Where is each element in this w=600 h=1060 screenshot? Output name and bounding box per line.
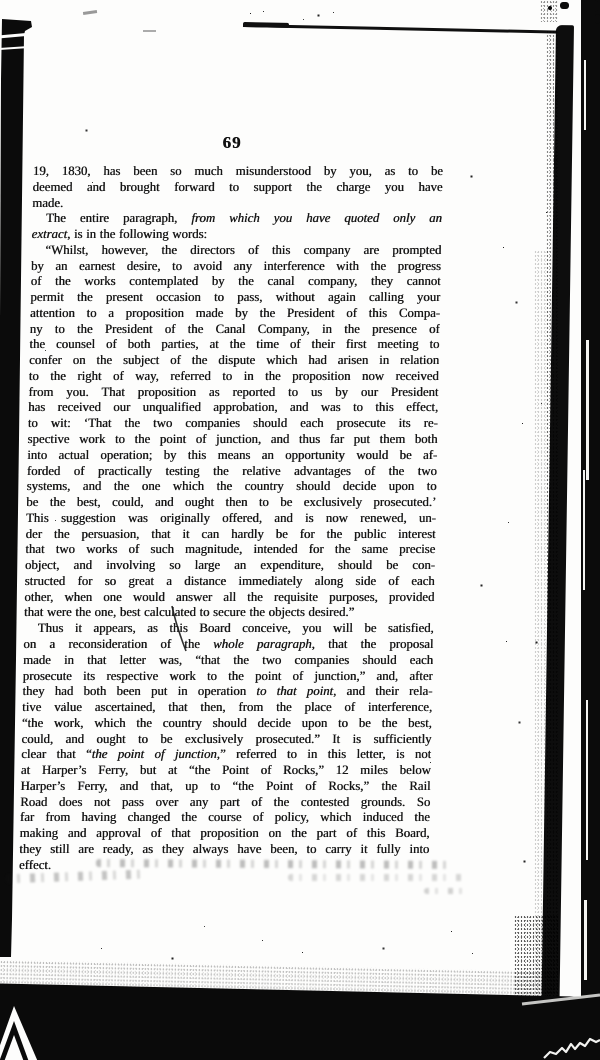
text-segment: other, when one would answer all the requisite purposes, provided [24, 589, 435, 604]
text-segment: they still are ready, as they always have been, to carry it fully into [19, 841, 430, 856]
spine-gap [573, 0, 581, 1012]
text-segment: der the persuasion, that it can hardly be for the public interest [25, 526, 436, 541]
text-segment: they had both been put in operation [22, 684, 257, 699]
text-segment: , that the proposal [311, 636, 434, 651]
text-line [28, 416, 438, 432]
text-line [32, 180, 442, 196]
text-line [32, 196, 442, 212]
top-page-edge-line [243, 24, 559, 34]
ink-speckles [0, 0, 1, 1]
italic-text-segment: the point of junction [91, 747, 217, 762]
ink-bleed-marks [288, 874, 466, 881]
text-segment: 19, 1830, has been so much misunderstood by you, as to be [32, 164, 443, 178]
text-segment: Harper’s Ferry, and that, up to “the Point of Rocks,” the Rail [20, 778, 431, 793]
text-line [29, 353, 439, 369]
text-segment: permit the present occasion to pass, without again calling your [30, 290, 441, 305]
text-line [21, 763, 431, 779]
text-segment: prosecute its respective work to the point of junction,” and, after [22, 668, 433, 683]
text-segment: ,” referred to in this letter, is not [216, 747, 432, 762]
text-segment: systems, and the one which the country should decide upon to [26, 479, 437, 494]
text-segment: object, and involving so large an expenditure, should be con- [24, 558, 436, 573]
text-line [27, 432, 437, 448]
text-line [20, 795, 430, 811]
spine-highlight [586, 340, 589, 480]
text-line [31, 227, 441, 243]
text-line [22, 716, 432, 732]
scan-smudge [83, 10, 97, 14]
text-segment: confer on the subject of the dispute which had arisen in relation [28, 353, 440, 368]
text-line [27, 448, 437, 464]
text-line [26, 511, 436, 527]
spine-highlight [586, 700, 588, 860]
text-line [29, 369, 439, 385]
text-segment: that two works of such magnitude, intended for the same precise [25, 542, 436, 557]
page-curl-noise [534, 250, 548, 1005]
text-segment: tive value ascertained, that then, from the place of interference, [21, 700, 433, 715]
text-segment: could, and ought to be exclusively prosecuted.” It is sufficiently [21, 731, 432, 746]
text-segment: clear that “ [21, 747, 92, 762]
text-line [30, 274, 440, 290]
text-segment: structed for so great a distance immediately along side of each [24, 573, 435, 588]
text-segment: to the right of way, referred to in the proposition now received [28, 368, 439, 383]
top-page-edge-line [243, 22, 289, 28]
text-line [19, 842, 429, 858]
italic-text-segment: whole paragraph [212, 636, 312, 651]
text-segment: The entire paragraph, [45, 211, 192, 226]
text-line [23, 653, 433, 669]
scan-blob [560, 2, 569, 9]
text-line [23, 669, 433, 685]
text-line [25, 558, 435, 574]
text-segment: on a reconsideration of the [23, 636, 214, 651]
text-line [24, 590, 434, 606]
bottom-scan-border [0, 983, 600, 1060]
text-segment: that were the one, best calculated to secure the objects desired.” [23, 605, 355, 620]
scan-blob [595, 14, 600, 24]
text-segment: of the works contemplated by the canal company, they cannot [30, 274, 441, 289]
text-line [33, 164, 443, 180]
text-line [27, 464, 437, 480]
scan-blob [548, 6, 552, 10]
text-line [21, 732, 431, 748]
text-segment: ny to the President of the Canal Company, in the presence of [29, 321, 440, 336]
text-segment: “the work, which the country should decide upon to be the best, [21, 715, 432, 730]
text-line [21, 747, 431, 763]
text-segment: from you. That proposition as reported to us by our President [28, 384, 439, 399]
text-segment: deemed and brought forward to support the charge you have [32, 179, 443, 194]
text-segment: making and approval of that proposition on the part of this Board, [19, 826, 430, 841]
text-line [20, 810, 430, 826]
text-segment: into actual operation; by this means an opportunity would be af- [27, 447, 438, 462]
text-segment: to wit: ‘That the two companies should each prosecute its re- [27, 416, 438, 431]
ink-bleed-marks [424, 888, 468, 894]
text-line [31, 243, 441, 259]
text-line [20, 779, 430, 795]
text-line [31, 259, 441, 275]
page-number: 69 [222, 133, 242, 152]
text-segment: “Whilst, however, the directors of this company are prompted [45, 242, 442, 257]
text-segment: Road does not pass over any part of the contested grounds. So [20, 794, 431, 809]
text-segment: spective work to the point of junction, and thus far put them both [27, 432, 438, 447]
text-line [26, 479, 436, 495]
text-column [19, 164, 443, 873]
italic-text-segment: to that point [256, 684, 334, 699]
text-line [28, 385, 438, 401]
text-line [24, 621, 434, 637]
text-segment: be the best, could, and ought then to be exclusively prosecuted.’ [26, 495, 437, 510]
italic-text-segment: extract [31, 227, 68, 242]
text-segment: This suggestion was originally offered, and is now renewed, un- [25, 510, 437, 525]
text-line [23, 637, 433, 653]
text-segment: effect. [18, 857, 52, 872]
text-segment: the counsel of both parties, at the time of their first meeting to [29, 337, 440, 352]
text-line [28, 400, 438, 416]
text-segment: by an earnest desire, to avoid any interference with the progress [30, 258, 442, 273]
text-segment: has received our unqualified approbation, and was to this effect, [27, 400, 439, 415]
text-segment: forded of practically testing the relative advantages of the two [26, 463, 437, 478]
text-line [32, 211, 442, 227]
text-line [25, 527, 435, 543]
spine-highlight [584, 60, 586, 130]
text-segment: , is in the following words: [66, 227, 208, 242]
text-line [19, 826, 429, 842]
scan-smudge [143, 30, 156, 32]
text-line [24, 574, 434, 590]
text-line [22, 700, 432, 716]
text-segment: made. [32, 195, 64, 210]
text-segment: , and their rela- [332, 684, 433, 699]
text-line [26, 495, 436, 511]
text-line [29, 337, 439, 353]
text-line [30, 306, 440, 322]
text-segment: made in that letter was, “that the two companies should each [22, 652, 434, 667]
text-line [24, 605, 434, 621]
text-line [30, 290, 440, 306]
scan-smudge [540, 0, 558, 22]
spine-highlight [583, 470, 585, 590]
spine-highlight [584, 900, 587, 980]
text-line [25, 542, 435, 558]
italic-text-segment: from which you have quoted only an [191, 211, 443, 226]
scan-blob [584, 0, 598, 12]
text-line [30, 322, 440, 338]
text-line [22, 684, 432, 700]
text-segment: attention to a proposition made by the President of this Compa- [29, 305, 441, 320]
text-segment: at Harper’s Ferry, but at “the Point of Rocks,” 12 miles below [20, 763, 431, 778]
text-segment: far from having changed the course of policy, which induced the [19, 810, 431, 825]
text-segment: Thus it appears, as this Board conceive, you will be satisfied, [37, 621, 434, 636]
